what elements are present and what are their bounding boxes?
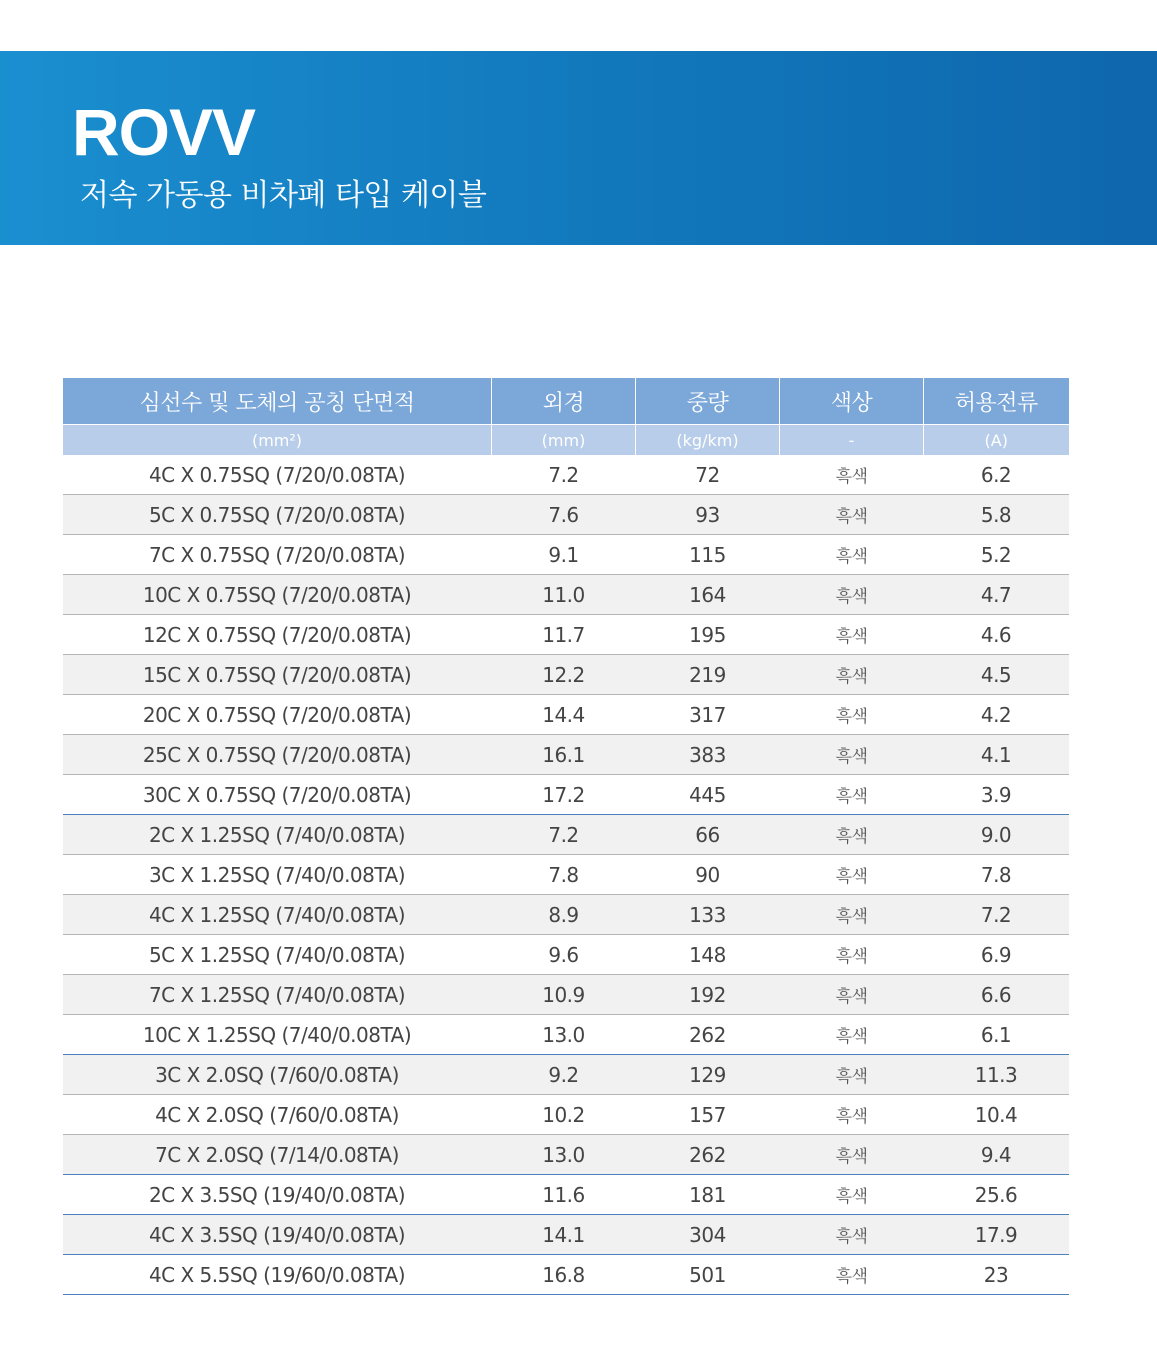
cell-color: 흑색 — [780, 1055, 924, 1095]
cell-weight: 157 — [636, 1095, 780, 1135]
cell-color: 흑색 — [780, 1215, 924, 1255]
table-row — [63, 1175, 1069, 1215]
header-row — [63, 378, 1069, 425]
table-row — [63, 815, 1069, 855]
page-subtitle: 저속 가동용 비차폐 타입 케이블 — [80, 178, 487, 213]
cell-conductor: 7C X 0.75SQ (7/20/0.08TA) — [63, 535, 492, 575]
cell-weight: 445 — [636, 775, 780, 815]
cell-conductor: 15C X 0.75SQ (7/20/0.08TA) — [63, 655, 492, 695]
cell-current: 9.4 — [924, 1135, 1069, 1175]
cell-current: 6.1 — [924, 1015, 1069, 1055]
cell-outer-diameter: 13.0 — [492, 1015, 636, 1055]
cell-color: 흑색 — [780, 455, 924, 495]
cell-current: 4.5 — [924, 655, 1069, 695]
cell-current: 6.9 — [924, 935, 1069, 975]
cell-weight: 90 — [636, 855, 780, 895]
cell-weight: 93 — [636, 495, 780, 535]
cell-weight: 129 — [636, 1055, 780, 1095]
cell-color: 흑색 — [780, 735, 924, 775]
unit-outer-diameter: (mm) — [492, 425, 636, 456]
cell-outer-diameter: 11.7 — [492, 615, 636, 655]
cell-conductor: 5C X 0.75SQ (7/20/0.08TA) — [63, 495, 492, 535]
cell-color: 흑색 — [780, 615, 924, 655]
spec-table — [62, 378, 1069, 1295]
table-row — [63, 575, 1069, 615]
cell-color: 흑색 — [780, 855, 924, 895]
cell-conductor: 4C X 2.0SQ (7/60/0.08TA) — [63, 1095, 492, 1135]
table-row — [63, 1095, 1069, 1135]
cell-weight: 115 — [636, 535, 780, 575]
cell-current: 6.6 — [924, 975, 1069, 1015]
cell-conductor: 3C X 2.0SQ (7/60/0.08TA) — [63, 1055, 492, 1095]
table-row — [63, 1015, 1069, 1055]
table-row — [63, 775, 1069, 815]
column-header-weight: 중량 — [636, 378, 780, 425]
cell-weight: 195 — [636, 615, 780, 655]
cell-weight: 262 — [636, 1135, 780, 1175]
cell-conductor: 30C X 0.75SQ (7/20/0.08TA) — [63, 775, 492, 815]
cell-conductor: 25C X 0.75SQ (7/20/0.08TA) — [63, 735, 492, 775]
table-row — [63, 655, 1069, 695]
table-row — [63, 735, 1069, 775]
cell-weight: 317 — [636, 695, 780, 735]
unit-weight: (kg/km) — [636, 425, 780, 456]
table-row — [63, 615, 1069, 655]
table-row — [63, 1255, 1069, 1295]
table-row — [63, 855, 1069, 895]
cell-outer-diameter: 7.2 — [492, 815, 636, 855]
cell-color: 흑색 — [780, 695, 924, 735]
table-header — [63, 378, 1069, 455]
cell-current: 6.2 — [924, 455, 1069, 495]
cell-conductor: 5C X 1.25SQ (7/40/0.08TA) — [63, 935, 492, 975]
cell-outer-diameter: 16.1 — [492, 735, 636, 775]
cell-current: 5.8 — [924, 495, 1069, 535]
cell-current: 4.2 — [924, 695, 1069, 735]
cell-conductor: 20C X 0.75SQ (7/20/0.08TA) — [63, 695, 492, 735]
table-body — [63, 455, 1069, 1295]
cell-conductor: 12C X 0.75SQ (7/20/0.08TA) — [63, 615, 492, 655]
cell-weight: 164 — [636, 575, 780, 615]
unit-current: (A) — [924, 425, 1069, 456]
cell-color: 흑색 — [780, 1015, 924, 1055]
cell-weight: 383 — [636, 735, 780, 775]
cell-outer-diameter: 7.2 — [492, 455, 636, 495]
cell-current: 17.9 — [924, 1215, 1069, 1255]
cell-outer-diameter: 9.1 — [492, 535, 636, 575]
cell-outer-diameter: 7.8 — [492, 855, 636, 895]
cell-current: 3.9 — [924, 775, 1069, 815]
cell-current: 11.3 — [924, 1055, 1069, 1095]
cell-conductor: 4C X 3.5SQ (19/40/0.08TA) — [63, 1215, 492, 1255]
cell-outer-diameter: 8.9 — [492, 895, 636, 935]
column-header-current: 허용전류 — [924, 378, 1069, 425]
cell-conductor: 4C X 0.75SQ (7/20/0.08TA) — [63, 455, 492, 495]
cell-weight: 181 — [636, 1175, 780, 1215]
cell-current: 5.2 — [924, 535, 1069, 575]
table-row — [63, 1055, 1069, 1095]
column-header-conductor: 심선수 및 도체의 공칭 단면적 — [63, 378, 492, 425]
cell-conductor: 4C X 5.5SQ (19/60/0.08TA) — [63, 1255, 492, 1295]
table-row — [63, 535, 1069, 575]
cell-color: 흑색 — [780, 895, 924, 935]
cell-color: 흑색 — [780, 935, 924, 975]
cell-outer-diameter: 11.0 — [492, 575, 636, 615]
cell-color: 흑색 — [780, 535, 924, 575]
cell-outer-diameter: 10.9 — [492, 975, 636, 1015]
cell-outer-diameter: 16.8 — [492, 1255, 636, 1295]
cell-color: 흑색 — [780, 495, 924, 535]
cell-color: 흑색 — [780, 1135, 924, 1175]
cell-current: 23 — [924, 1255, 1069, 1295]
cell-current: 4.1 — [924, 735, 1069, 775]
cell-current: 7.8 — [924, 855, 1069, 895]
cell-current: 25.6 — [924, 1175, 1069, 1215]
cell-current: 4.6 — [924, 615, 1069, 655]
cell-color: 흑색 — [780, 775, 924, 815]
cell-outer-diameter: 9.6 — [492, 935, 636, 975]
unit-conductor: (mm²) — [63, 425, 492, 456]
cell-color: 흑색 — [780, 1255, 924, 1295]
cell-color: 흑색 — [780, 655, 924, 695]
cell-current: 9.0 — [924, 815, 1069, 855]
cell-conductor: 7C X 1.25SQ (7/40/0.08TA) — [63, 975, 492, 1015]
cell-conductor: 2C X 1.25SQ (7/40/0.08TA) — [63, 815, 492, 855]
column-header-outer-diameter: 외경 — [492, 378, 636, 425]
cell-outer-diameter: 7.6 — [492, 495, 636, 535]
cell-conductor: 7C X 2.0SQ (7/14/0.08TA) — [63, 1135, 492, 1175]
cell-weight: 262 — [636, 1015, 780, 1055]
cell-color: 흑색 — [780, 1175, 924, 1215]
table-row — [63, 1215, 1069, 1255]
table-row — [63, 1135, 1069, 1175]
table-row — [63, 975, 1069, 1015]
cell-outer-diameter: 17.2 — [492, 775, 636, 815]
table-row — [63, 495, 1069, 535]
cell-weight: 192 — [636, 975, 780, 1015]
cell-weight: 148 — [636, 935, 780, 975]
table-row — [63, 455, 1069, 495]
table-row — [63, 695, 1069, 735]
cell-outer-diameter: 12.2 — [492, 655, 636, 695]
cell-color: 흑색 — [780, 1095, 924, 1135]
cell-conductor: 10C X 1.25SQ (7/40/0.08TA) — [63, 1015, 492, 1055]
cell-outer-diameter: 11.6 — [492, 1175, 636, 1215]
unit-row — [63, 425, 1069, 456]
cell-weight: 72 — [636, 455, 780, 495]
cell-color: 흑색 — [780, 575, 924, 615]
cell-outer-diameter: 13.0 — [492, 1135, 636, 1175]
table-row — [63, 935, 1069, 975]
cell-weight: 501 — [636, 1255, 780, 1295]
cell-outer-diameter: 9.2 — [492, 1055, 636, 1095]
cell-conductor: 10C X 0.75SQ (7/20/0.08TA) — [63, 575, 492, 615]
cell-current: 10.4 — [924, 1095, 1069, 1135]
column-header-color: 색상 — [780, 378, 924, 425]
cell-conductor: 3C X 1.25SQ (7/40/0.08TA) — [63, 855, 492, 895]
cell-color: 흑색 — [780, 975, 924, 1015]
unit-color: - — [780, 425, 924, 456]
cell-current: 7.2 — [924, 895, 1069, 935]
cell-outer-diameter: 14.4 — [492, 695, 636, 735]
cell-conductor: 2C X 3.5SQ (19/40/0.08TA) — [63, 1175, 492, 1215]
cell-weight: 133 — [636, 895, 780, 935]
page-title: ROVV — [72, 95, 256, 169]
cell-weight: 219 — [636, 655, 780, 695]
cell-color: 흑색 — [780, 815, 924, 855]
cell-outer-diameter: 14.1 — [492, 1215, 636, 1255]
cell-current: 4.7 — [924, 575, 1069, 615]
table-row — [63, 895, 1069, 935]
cell-outer-diameter: 10.2 — [492, 1095, 636, 1135]
cell-weight: 66 — [636, 815, 780, 855]
cell-weight: 304 — [636, 1215, 780, 1255]
cell-conductor: 4C X 1.25SQ (7/40/0.08TA) — [63, 895, 492, 935]
